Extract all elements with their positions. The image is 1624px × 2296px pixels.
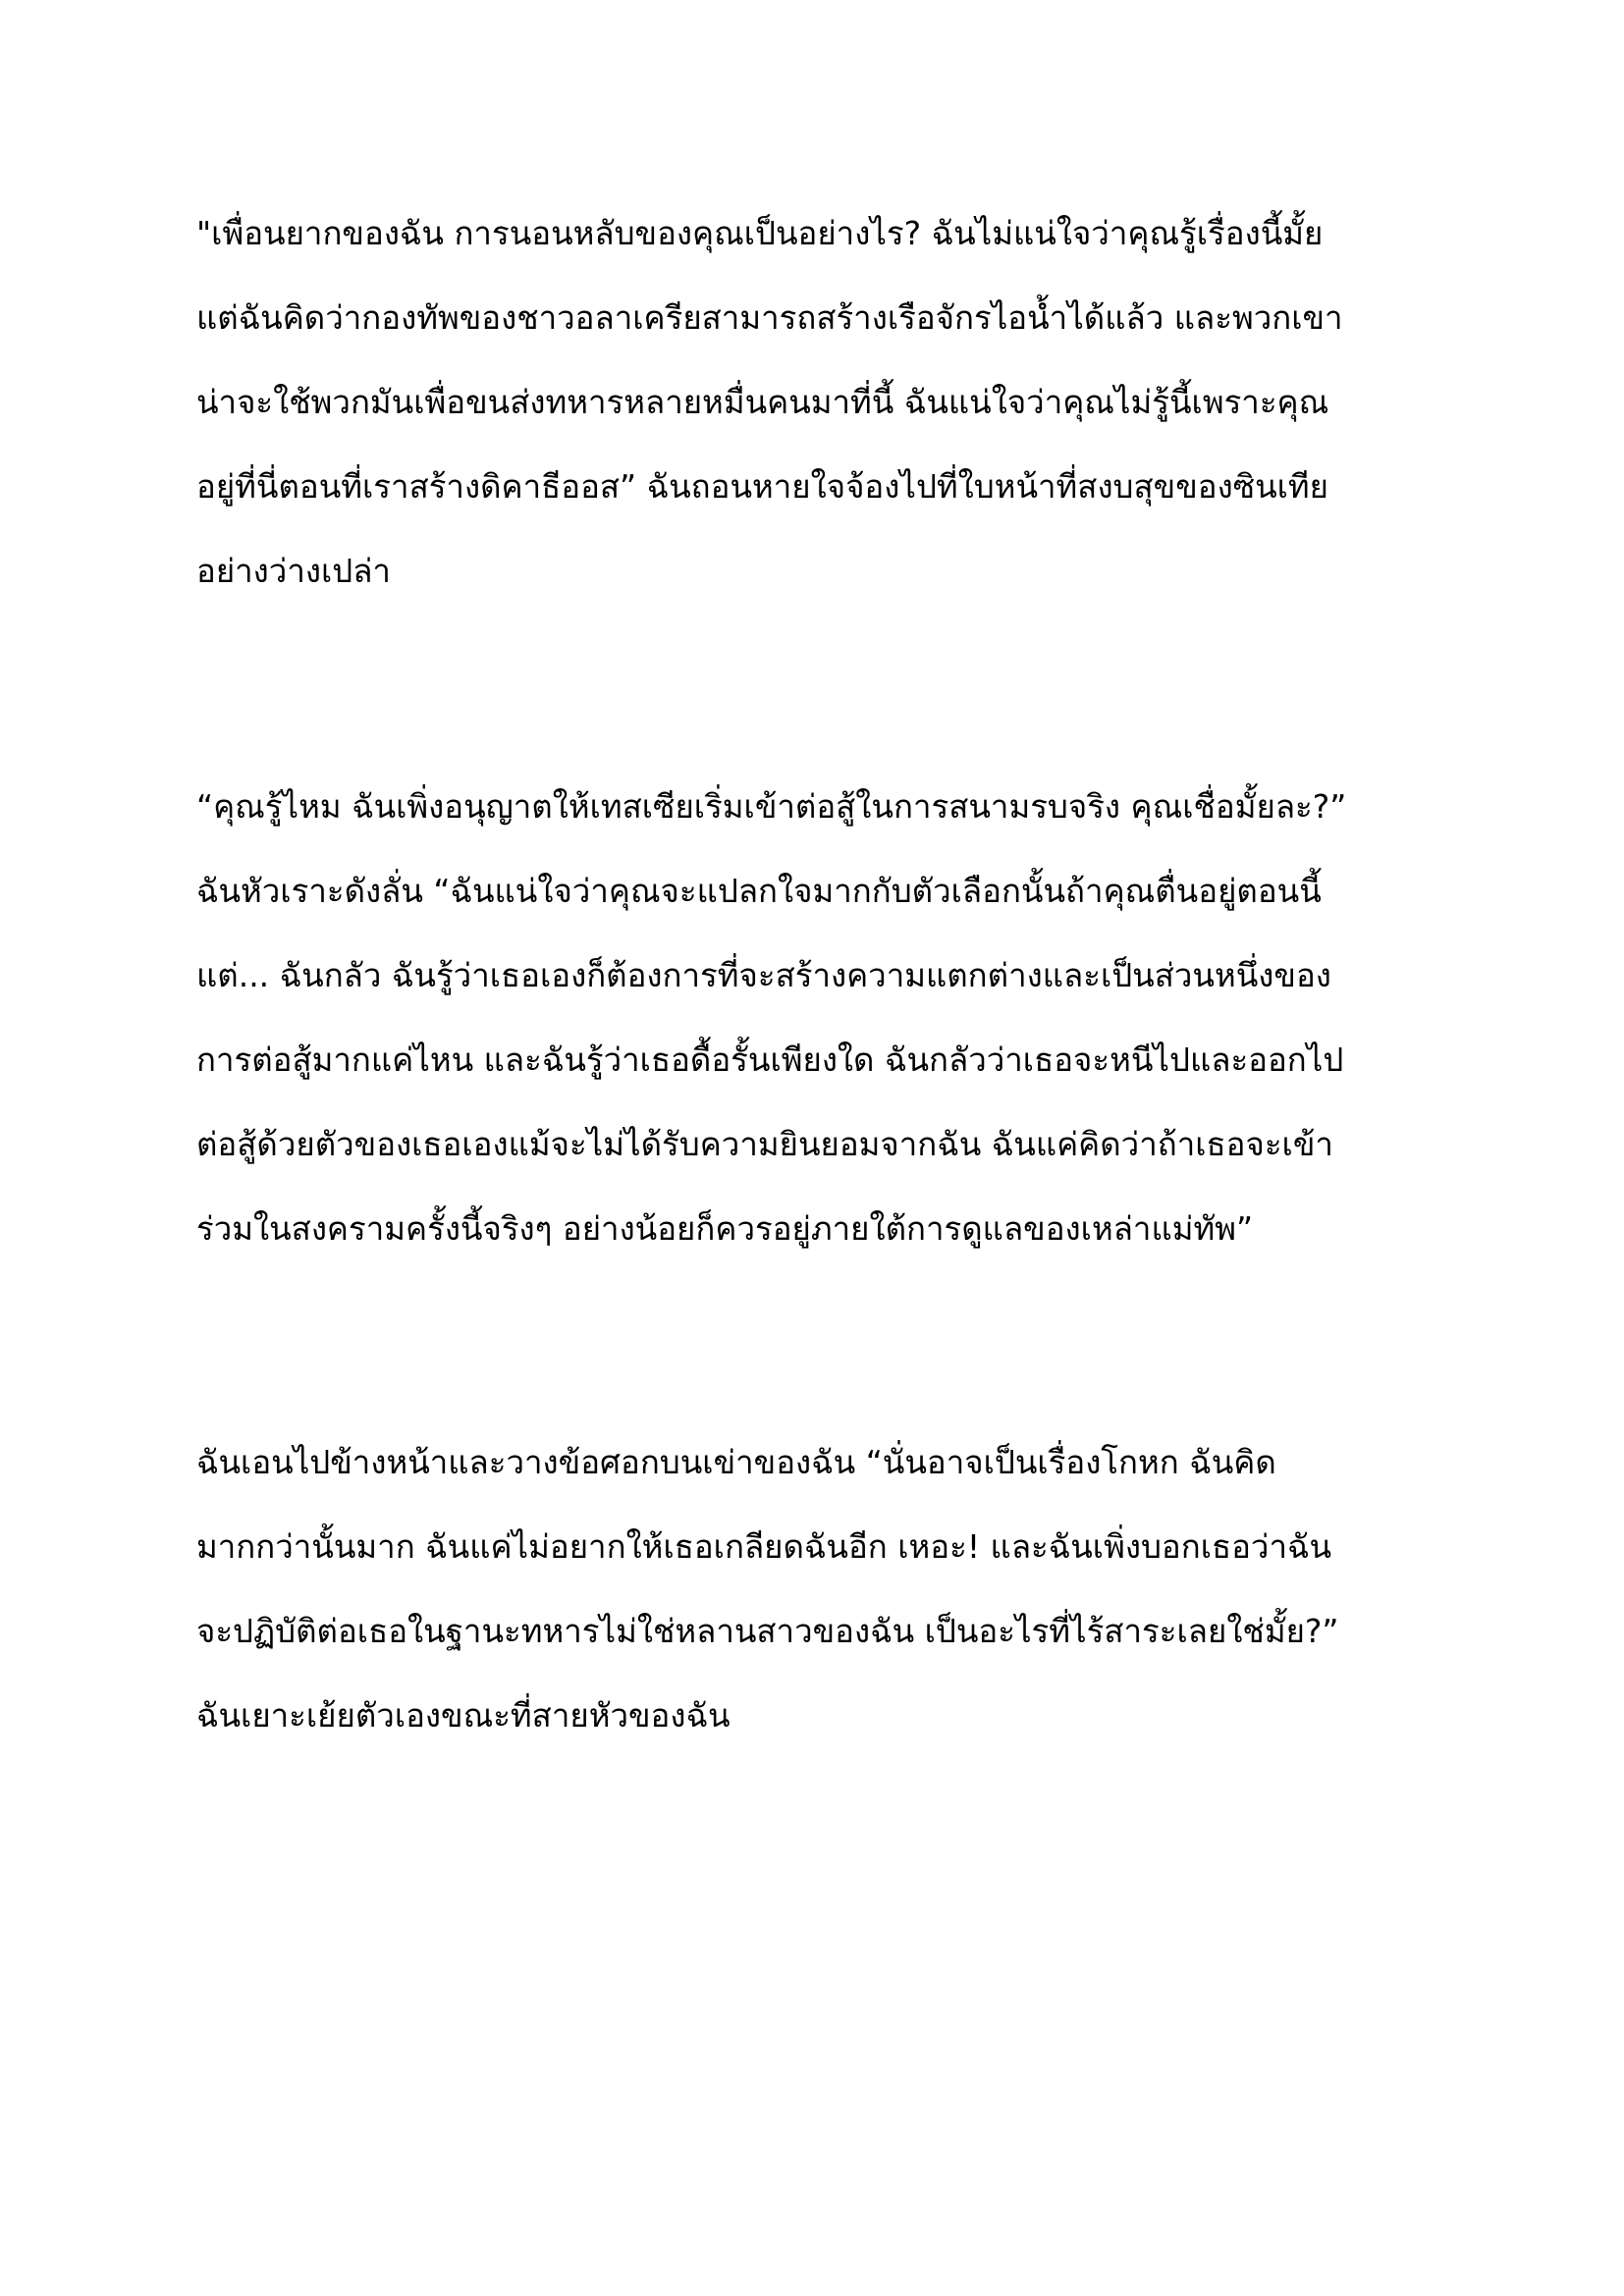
paragraph-1-line-3: น่าจะใช้พวกมันเพื่อขนส่งทหารหลายหมื่นคนมาที่นี้ ฉันแน่ใจว่าคุณไม่รู้นี้เพราะคุณ <box>196 383 1329 421</box>
paragraph-1-line-2: แต่ฉันคิดว่ากองทัพของชาวอลาเครียสามารถสร้างเรือจักรไอน้ำได้แล้ว และพวกเขา <box>196 298 1343 337</box>
paragraph-2-line-3: แต่... ฉันกลัว ฉันรู้ว่าเธอเองก็ต้องการที่จะสร้างความแตกต่างและเป็นส่วนหนึ่งของ <box>196 956 1331 994</box>
paragraph-3-line-2: มากกว่านั้นมาก ฉันแค่ไม่อยากให้เธอเกลียดฉันอีก เหอะ! และฉันเพิ่งบอกเธอว่าฉัน <box>196 1527 1332 1566</box>
paragraph-2-line-2: ฉันหัวเราะดังลั่น “ฉันแน่ใจว่าคุณจะแปลกใจมากกับตัวเลือกนั้นถ้าคุณตื่นอยู่ตอนนี้ <box>196 872 1322 910</box>
paragraph-3-line-3: จะปฏิบัติต่อเธอในฐานะทหารไม่ใช่หลานสาวของฉัน เป็นอะไรที่ไร้สาระเลยใช่มั้ย?” <box>196 1612 1339 1650</box>
paragraph-2-line-4: การต่อสู้มากแค่ไหน และฉันรู้ว่าเธอดื้อรั้นเพียงใด ฉันกลัวว่าเธอจะหนีไปและออกไป <box>196 1041 1344 1079</box>
paragraph-1-line-1: "เพื่อนยากของฉัน การนอนหลับของคุณเป็นอย่างไร? ฉันไม่แน่ใจว่าคุณรู้เรื่องนี้มั้ย <box>196 214 1324 252</box>
paragraph-3-line-1: ฉันเอนไปข้างหน้าและวางข้อศอกบนเข่าของฉัน “นั่นอาจเป็นเรื่องโกหก ฉันคิด <box>196 1443 1276 1481</box>
paragraph-2-line-1: “คุณรู้ไหม ฉันเพิ่งอนุญาตให้เทสเซียเริ่มเข้าต่อสู้ในการสนามรบจริง คุณเชื่อมั้ยละ?” <box>196 787 1347 826</box>
paragraph-2-line-6: ร่วมในสงครามครั้งนี้จริงๆ อย่างน้อยก็ควรอยู่ภายใต้การดูแลของเหล่าแม่ทัพ” <box>196 1209 1254 1248</box>
paragraph-1-line-5: อย่างว่างเปล่า <box>196 552 391 590</box>
paragraph-3-line-4: ฉันเยาะเย้ยตัวเองขณะที่สายหัวของฉัน <box>196 1696 731 1735</box>
paragraph-2-line-5: ต่อสู้ด้วยตัวของเธอเองแม้จะไม่ได้รับความยินยอมจากฉัน ฉันแค่คิดว่าถ้าเธอจะเข้า <box>196 1125 1333 1163</box>
paragraph-1-line-4: อยู่ที่นี่ตอนที่เราสร้างดิคาธีออส” ฉันถอนหายใจจ้องไปที่ใบหน้าที่สงบสุขของซินเทีย <box>196 467 1329 506</box>
